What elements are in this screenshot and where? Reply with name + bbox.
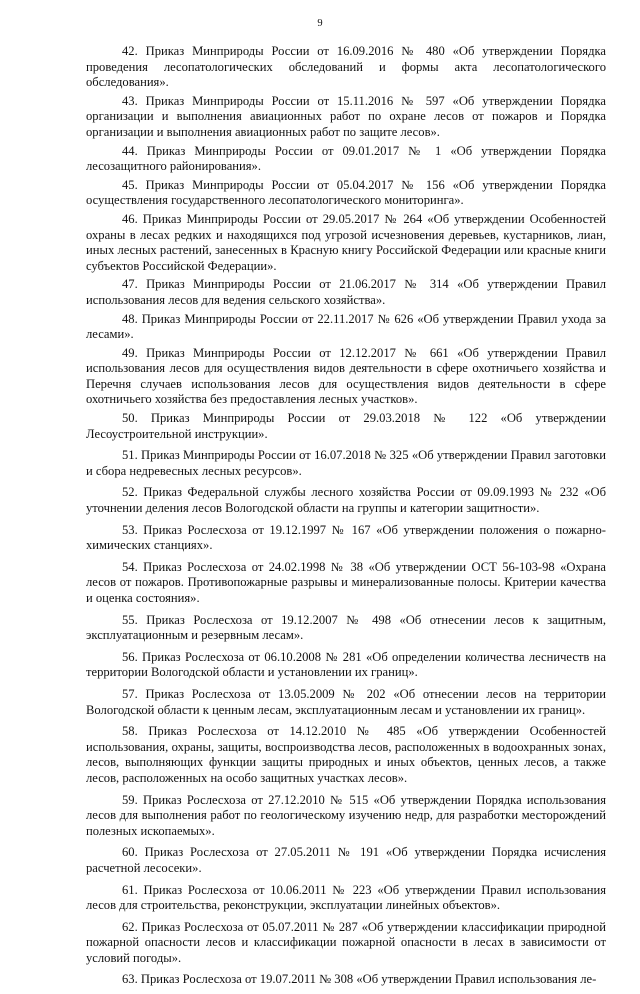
- list-item: 57. Приказ Рослесхоза от 13.05.2009 № 202 «Об отнесении лесов на территории Вологодской области к ценным лесам, эксплуатационным лесам и установлении их границ».: [86, 686, 606, 717]
- list-item: 50. Приказ Минприроды России от 29.03.2018 № 122 «Об утверждении Лесоустроительной инструкции».: [86, 411, 606, 441]
- list-item: 59. Приказ Рослесхоза от 27.12.2010 № 515 «Об утверждении Порядка использования лесов для выполнения работ по геологическому изучению недр, для разработки месторождений полезных ископаемых».: [86, 792, 606, 838]
- list-item: 44. Приказ Минприроды России от 09.01.2017 № 1 «Об утверждении Порядка лесозащитного районирования».: [86, 143, 606, 174]
- list-item: 45. Приказ Минприроды России от 05.04.2017 № 156 «Об утверждении Порядка осуществления государственного лесопатологического мониторинга».: [86, 177, 606, 208]
- page-number: 9: [317, 18, 323, 29]
- list-item: 43. Приказ Минприроды России от 15.11.2016 № 597 «Об утверждении Порядка организации и выполнения авиационных работ по охране лесов от пожаров и Порядка организации и выполнения авиационных работ по защите лесов».: [86, 93, 606, 139]
- list-item: 48. Приказ Минприроды России от 22.11.2017 № 626 «Об утверждении Правил ухода за лесами».: [86, 311, 606, 342]
- list-item: 49. Приказ Минприроды России от 12.12.2017 № 661 «Об утверждении Правил использования лесов для осуществления видов деятельности в сфере охотничьего хозяйства и Перечня случаев использования лесов для осуществления видов деятельности в сфере охотничьего хозяйства без предоставления лесных участков».: [86, 345, 606, 407]
- list-item: 46. Приказ Минприроды России от 29.05.2017 № 264 «Об утверждении Особенностей охраны в лесах редких и находящихся под угрозой исчезновения деревьев, кустарников, лиан, иных лесных растений, занесенных в Красную книгу Российской Федерации или красные книги субъектов Российской Федерации».: [86, 211, 606, 273]
- list-item: 62. Приказ Рослесхоза от 05.07.2011 № 287 «Об утверждении классификации природной пожарной опасности лесов и классификации пожарной опасности в лесах в зависимости от условий погоды».: [86, 919, 606, 965]
- list-item: 60. Приказ Рослесхоза от 27.05.2011 № 191 «Об утверждении Порядка исчисления расчетной лесосеки».: [86, 845, 606, 875]
- list-item: 58. Приказ Рослесхоза от 14.12.2010 № 485 «Об утверждении Особенностей использования, охраны, защиты, воспроизводства лесов, расположенных в водоохранных зонах, лесов, выполняющих функции защиты природных и иных объектов, ценных лесов, а также лесов, расположенных на особо защитных участках лесов».: [86, 724, 606, 785]
- list-item: 47. Приказ Минприроды России от 21.06.2017 № 314 «Об утверждении Правил использования лесов для ведения сельского хозяйства».: [86, 277, 606, 307]
- list-item: 61. Приказ Рослесхоза от 10.06.2011 № 223 «Об утверждении Правил использования лесов для строительства, реконструкции, эксплуатации линейных объектов».: [86, 882, 606, 913]
- list-item: 42. Приказ Минприроды России от 16.09.2016 № 480 «Об утверждении Порядка проведения лесопатологических обследований и формы акта лесопатологического обследования».: [86, 44, 606, 90]
- list-item: 56. Приказ Рослесхоза от 06.10.2008 № 281 «Об определении количества лесничеств на территории Вологодской области и установлении их границ».: [86, 649, 606, 680]
- list-item: 54. Приказ Рослесхоза от 24.02.1998 № 38 «Об утверждении ОСТ 56-103-98 «Охрана лесов от пожаров. Противопожарные разрывы и минерализованные полосы. Критерии качества и оценка состояния».: [86, 559, 606, 605]
- list-item: 52. Приказ Федеральной службы лесного хозяйства России от 09.09.1993 № 232 «Об уточнении деления лесов Вологодской области на группы и категории защитности».: [86, 485, 606, 516]
- regulation-list: [86, 44, 606, 994]
- list-item: 63. Приказ Рослесхоза от 19.07.2011 № 308 «Об утверждении Правил использования ле-: [122, 972, 597, 987]
- list-item: 53. Приказ Рослесхоза от 19.12.1997 № 167 «Об утверждении положения о пожарно-химических станциях».: [86, 522, 606, 553]
- list-item: 51. Приказ Минприроды России от 16.07.2018 № 325 «Об утверждении Правил заготовки и сбора недревесных лесных ресурсов».: [86, 448, 606, 478]
- list-item: 55. Приказ Рослесхоза от 19.12.2007 № 498 «Об отнесении лесов к защитным, эксплуатационным и резервным лесам».: [86, 612, 606, 643]
